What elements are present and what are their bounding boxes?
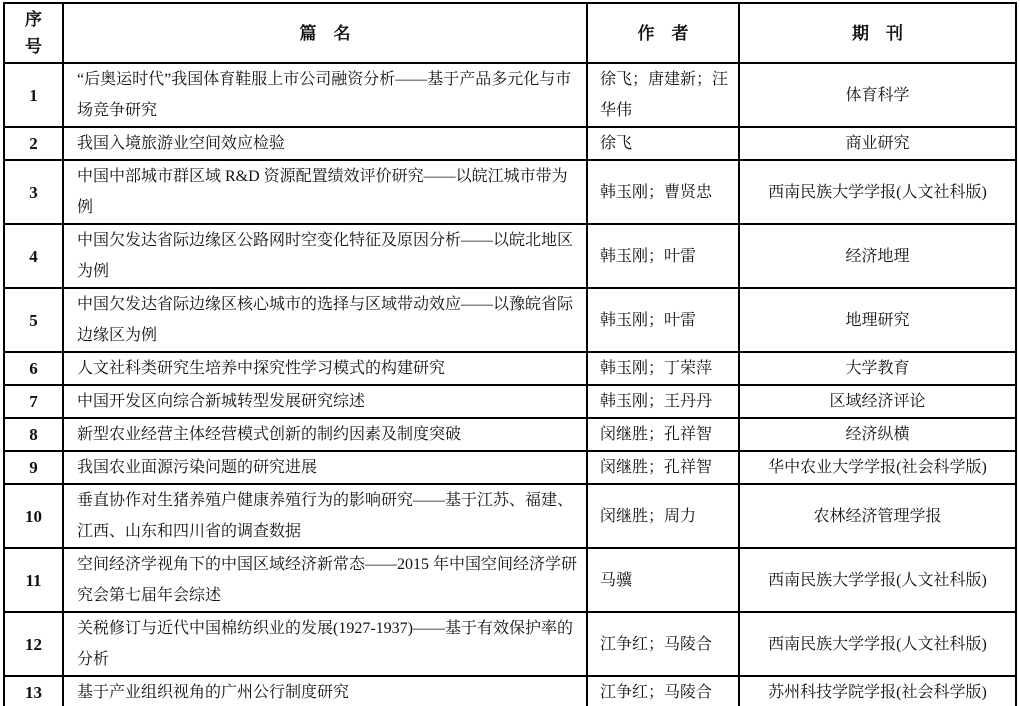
cell-no: 5 xyxy=(4,288,63,352)
table-row xyxy=(4,676,1016,706)
cell-author: 江争红；马陵合 xyxy=(587,612,739,676)
cell-author: 闵继胜；周力 xyxy=(587,484,739,548)
cell-no: 10 xyxy=(4,484,63,548)
cell-author: 韩玉刚；丁荣萍 xyxy=(587,352,739,385)
cell-journal: 西南民族大学学报(人文社科版) xyxy=(739,160,1016,224)
cell-no: 3 xyxy=(4,160,63,224)
table-row xyxy=(4,63,1016,127)
table-row xyxy=(4,385,1016,418)
table-row xyxy=(4,612,1016,676)
table-body xyxy=(4,63,1016,706)
cell-title: 我国农业面源污染问题的研究进展 xyxy=(63,451,587,484)
cell-title: “后奥运时代”我国体育鞋服上市公司融资分析——基于产品多元化与市场竞争研究 xyxy=(63,63,587,127)
cell-author: 徐飞 xyxy=(587,127,739,160)
cell-no: 8 xyxy=(4,418,63,451)
cell-journal: 农林经济管理学报 xyxy=(739,484,1016,548)
cell-title: 新型农业经营主体经营模式创新的制约因素及制度突破 xyxy=(63,418,587,451)
cell-author: 韩玉刚；王丹丹 xyxy=(587,385,739,418)
cell-no: 2 xyxy=(4,127,63,160)
cell-journal: 西南民族大学学报(人文社科版) xyxy=(739,548,1016,612)
table-row xyxy=(4,127,1016,160)
publications-table xyxy=(3,2,1017,706)
table-row xyxy=(4,548,1016,612)
cell-title: 人文社科类研究生培养中探究性学习模式的构建研究 xyxy=(63,352,587,385)
cell-no: 12 xyxy=(4,612,63,676)
cell-journal: 经济地理 xyxy=(739,224,1016,288)
cell-no: 13 xyxy=(4,676,63,706)
cell-journal: 商业研究 xyxy=(739,127,1016,160)
cell-author: 闵继胜；孔祥智 xyxy=(587,451,739,484)
table-row xyxy=(4,451,1016,484)
cell-title: 中国中部城市群区域 R&D 资源配置绩效评价研究——以皖江城市带为例 xyxy=(63,160,587,224)
cell-author: 闵继胜；孔祥智 xyxy=(587,418,739,451)
cell-no: 9 xyxy=(4,451,63,484)
cell-title: 我国入境旅游业空间效应检验 xyxy=(63,127,587,160)
cell-no: 11 xyxy=(4,548,63,612)
cell-author: 韩玉刚；叶雷 xyxy=(587,224,739,288)
cell-title: 关税修订与近代中国棉纺织业的发展(1927-1937)——基于有效保护率的分析 xyxy=(63,612,587,676)
cell-title: 中国开发区向综合新城转型发展研究综述 xyxy=(63,385,587,418)
cell-title: 中国欠发达省际边缘区公路网时空变化特征及原因分析——以皖北地区为例 xyxy=(63,224,587,288)
cell-journal: 西南民族大学学报(人文社科版) xyxy=(739,612,1016,676)
cell-author: 马骥 xyxy=(587,548,739,612)
cell-journal: 苏州科技学院学报(社会科学版) xyxy=(739,676,1016,706)
cell-journal: 经济纵横 xyxy=(739,418,1016,451)
col-header-title: 篇 名 xyxy=(63,3,587,63)
header-row xyxy=(4,3,1016,63)
table-row xyxy=(4,224,1016,288)
table-row xyxy=(4,484,1016,548)
col-header-no-label: 序号 xyxy=(24,10,42,56)
table-row xyxy=(4,352,1016,385)
cell-journal: 大学教育 xyxy=(739,352,1016,385)
cell-no: 6 xyxy=(4,352,63,385)
cell-author: 江争红；马陵合 xyxy=(587,676,739,706)
cell-no: 1 xyxy=(4,63,63,127)
cell-title: 中国欠发达省际边缘区核心城市的选择与区域带动效应——以豫皖省际边缘区为例 xyxy=(63,288,587,352)
cell-author: 韩玉刚；叶雷 xyxy=(587,288,739,352)
cell-no: 7 xyxy=(4,385,63,418)
cell-title: 垂直协作对生猪养殖户健康养殖行为的影响研究——基于江苏、福建、江西、山东和四川省的调查数据 xyxy=(63,484,587,548)
table-row xyxy=(4,418,1016,451)
cell-title: 基于产业组织视角的广州公行制度研究 xyxy=(63,676,587,706)
col-header-author: 作 者 xyxy=(587,3,739,63)
cell-journal: 体育科学 xyxy=(739,63,1016,127)
cell-journal: 华中农业大学学报(社会科学版) xyxy=(739,451,1016,484)
col-header-no xyxy=(4,3,63,63)
cell-author: 徐飞；唐建新；汪华伟 xyxy=(587,63,739,127)
col-header-journal: 期 刊 xyxy=(739,3,1016,63)
table-row xyxy=(4,288,1016,352)
cell-journal: 区域经济评论 xyxy=(739,385,1016,418)
cell-journal: 地理研究 xyxy=(739,288,1016,352)
cell-author: 韩玉刚；曹贤忠 xyxy=(587,160,739,224)
cell-no: 4 xyxy=(4,224,63,288)
cell-title: 空间经济学视角下的中国区域经济新常态——2015 年中国空间经济学研究会第七届年会综述 xyxy=(63,548,587,612)
table-row xyxy=(4,160,1016,224)
